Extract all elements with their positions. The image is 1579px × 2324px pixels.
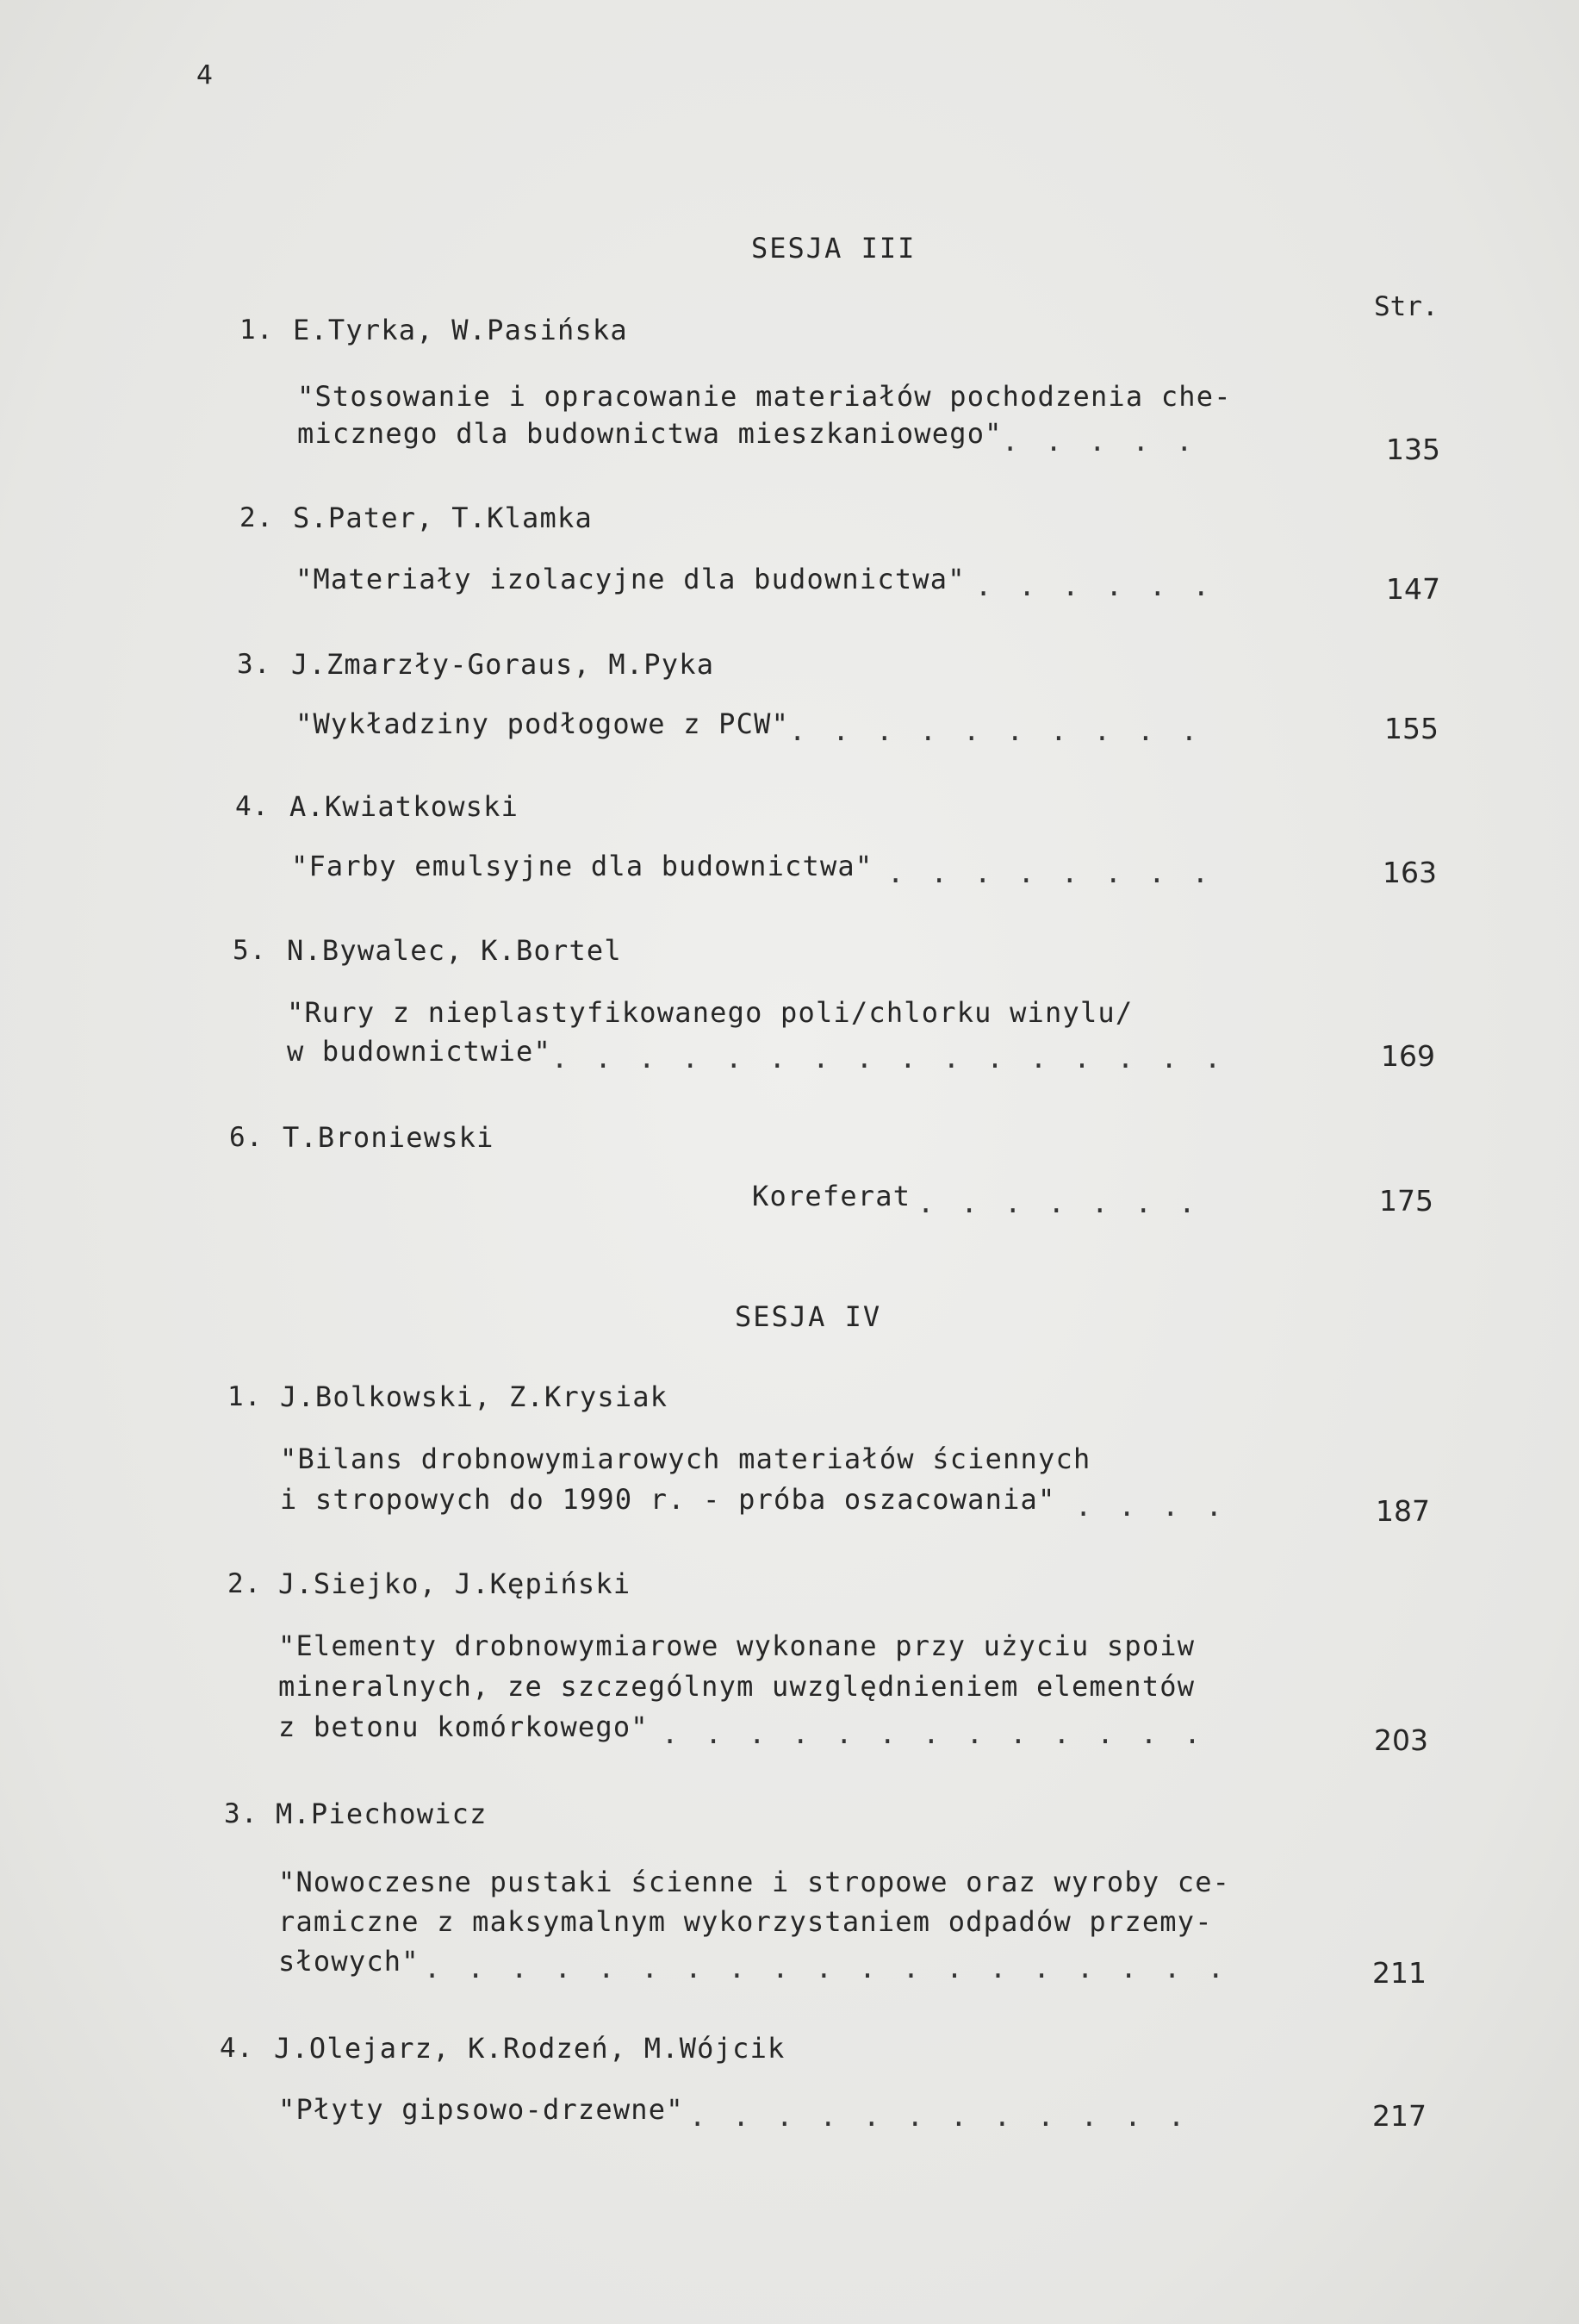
entry-number: 2. bbox=[239, 502, 274, 533]
entry-page: 175 bbox=[1379, 1184, 1433, 1218]
dot-leader bbox=[689, 2099, 1218, 2134]
dot-leader bbox=[551, 1041, 1218, 1075]
entry-title-line: "Bilans drobnowymiarowych materiałów ściennych bbox=[280, 1442, 1091, 1475]
entry-page: 147 bbox=[1386, 572, 1440, 606]
entry-authors: J.Siejko, J.Kępiński bbox=[278, 1567, 631, 1600]
entry-authors: J.Olejarz, K.Rodzeń, M.Wójcik bbox=[274, 2032, 786, 2065]
entry-title-line: "Płyty gipsowo-drzewne" bbox=[278, 2093, 684, 2126]
entry-title-line: "Farby emulsyjne dla budownictwa" bbox=[291, 850, 873, 882]
entry-page: 135 bbox=[1386, 433, 1440, 466]
entry-page: 163 bbox=[1383, 856, 1437, 889]
dot-leader bbox=[887, 856, 1218, 890]
entry-number: 6. bbox=[229, 1122, 264, 1153]
entry-authors: M.Piechowicz bbox=[276, 1798, 488, 1830]
entry-authors: J.Zmarzły-Goraus, M.Pyka bbox=[291, 648, 715, 681]
entry-page: 155 bbox=[1384, 712, 1439, 745]
entry-authors: N.Bywalec, K.Bortel bbox=[287, 934, 622, 967]
entry-title-line: micznego dla budownictwa mieszkaniowego" bbox=[297, 417, 1003, 450]
entry-title-line: "Stosowanie i opracowanie materiałów pochodzenia che- bbox=[297, 380, 1232, 413]
entry-authors: T.Broniewski bbox=[283, 1121, 494, 1154]
entry-number: 3. bbox=[224, 1798, 258, 1829]
entry-number: 1. bbox=[239, 315, 274, 346]
entry-title-line: "Wykładziny podłogowe z PCW" bbox=[295, 707, 790, 740]
dot-leader bbox=[1075, 1489, 1218, 1523]
dot-leader bbox=[789, 713, 1218, 748]
entry-title-line: "Rury z nieplastyfikowanego poli/chlorku winylu/ bbox=[287, 996, 1134, 1029]
entry-number: 5. bbox=[233, 935, 267, 966]
entry-title-line: ramiczne z maksymalnym wykorzystaniem odpadów przemy- bbox=[278, 1905, 1213, 1938]
dot-leader bbox=[1002, 424, 1217, 458]
session-heading: SESJA III bbox=[751, 232, 917, 265]
entry-page: 203 bbox=[1374, 1723, 1428, 1757]
entry-number: 4. bbox=[220, 2033, 254, 2064]
entry-page: 187 bbox=[1376, 1494, 1430, 1528]
dot-leader bbox=[917, 1186, 1218, 1220]
entry-title-line: "Elementy drobnowymiarowe wykonane przy użyciu spoiw bbox=[278, 1629, 1196, 1662]
entry-authors: J.Bolkowski, Z.Krysiak bbox=[280, 1380, 668, 1413]
entry-page: 211 bbox=[1372, 1956, 1427, 1990]
entry-title-line: z betonu komórkowego" bbox=[278, 1710, 649, 1743]
entry-number: 4. bbox=[235, 791, 270, 822]
entry-title-line: w budownictwie" bbox=[287, 1035, 551, 1068]
entry-authors: A.Kwiatkowski bbox=[289, 790, 519, 823]
entry-number: 2. bbox=[227, 1568, 262, 1599]
page-number: 4 bbox=[196, 60, 214, 90]
entry-title-line: słowych" bbox=[278, 1945, 420, 1978]
entry-number: 1. bbox=[227, 1381, 262, 1412]
session-heading: SESJA IV bbox=[735, 1300, 882, 1333]
entry-title-line: mineralnych, ze szczególnym uwzględnieniem elementów bbox=[278, 1670, 1196, 1703]
entry-title-line: "Materiały izolacyjne dla budownictwa" bbox=[295, 563, 966, 595]
entry-page: 169 bbox=[1381, 1039, 1435, 1073]
page-column-header: Str. bbox=[1374, 291, 1439, 322]
dot-leader bbox=[424, 1951, 1218, 1985]
dot-leader bbox=[975, 569, 1218, 603]
entry-authors: S.Pater, T.Klamka bbox=[293, 502, 593, 534]
entry-authors: E.Tyrka, W.Pasińska bbox=[293, 314, 628, 346]
dot-leader bbox=[662, 1717, 1218, 1751]
entry-number: 3. bbox=[237, 649, 271, 680]
entry-title-line: i stropowych do 1990 r. - próba oszacowania" bbox=[280, 1483, 1056, 1516]
entry-title-line: "Nowoczesne pustaki ścienne i stropowe oraz wyroby ce- bbox=[278, 1866, 1231, 1898]
entry-title-line: Koreferat bbox=[752, 1180, 911, 1212]
entry-page: 217 bbox=[1372, 2099, 1427, 2133]
